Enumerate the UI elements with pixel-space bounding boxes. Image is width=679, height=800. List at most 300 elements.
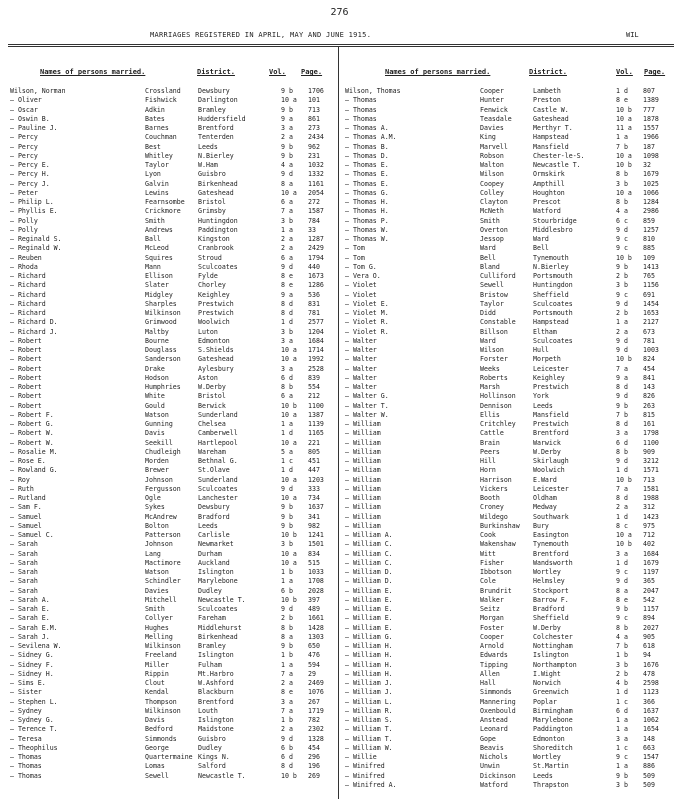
spouse-surname: Hunter (480, 96, 504, 105)
person-name: — Robert W. (10, 438, 54, 447)
spouse-surname: Bristow (480, 290, 508, 299)
person-name: — William H. (345, 669, 393, 678)
district: Stourbridge (533, 216, 577, 225)
header-page: Page. (301, 68, 323, 76)
page-ref: 1066 (643, 188, 659, 197)
district: W.Ham (198, 161, 218, 169)
volume: 3 b (281, 216, 293, 225)
page-ref: 451 (308, 457, 320, 465)
volume: 10 a (616, 531, 632, 539)
header-rule-double (8, 46, 674, 47)
person-name: — Sarah (10, 586, 38, 595)
spouse-surname: Ward (480, 336, 496, 345)
district: Ampthill (533, 179, 565, 188)
volume: 2 a (616, 503, 628, 512)
page-ref: 312 (643, 503, 655, 512)
spouse-surname: Lyon (145, 170, 161, 179)
volume: 4 b (616, 679, 628, 687)
volume: 10 b (281, 771, 297, 780)
header-vol: Vol. (269, 68, 286, 76)
person-name: — William (345, 438, 381, 447)
page-ref: 975 (643, 521, 655, 530)
page-ref: 397 (308, 595, 320, 604)
district: Dewsbury (198, 87, 230, 95)
volume: 3 a (616, 429, 628, 438)
person-name: — Robert (10, 364, 42, 373)
district: W.Derby (198, 383, 226, 391)
person-name: — Robert (10, 392, 42, 401)
spouse-surname: Seitz (480, 605, 500, 613)
district: Tynemouth (533, 540, 569, 549)
district: Kings N. (198, 753, 230, 761)
volume: 6 d (616, 438, 628, 447)
district: Paddington (198, 225, 238, 234)
district: Edmonton (533, 734, 565, 743)
volume: 9 b (616, 605, 628, 613)
district: Warwick (533, 438, 561, 447)
person-name: — Sidney H. (10, 669, 54, 678)
district: Bradford (198, 512, 230, 521)
volume: 9 d (616, 392, 628, 401)
district: Bristol (198, 392, 226, 401)
district: Aylesbury (198, 364, 234, 373)
district: Sheffield (533, 290, 569, 299)
volume: 10 a (281, 558, 297, 567)
page-ref: 1003 (643, 346, 659, 354)
district: Oldham (533, 494, 557, 502)
district: W.Derby (533, 447, 561, 456)
person-name: — William E. (345, 595, 393, 604)
spouse-surname: Sewell (145, 771, 169, 780)
volume: 9 c (616, 290, 628, 299)
spouse-surname: McAndrew (145, 512, 177, 521)
volume: 3 b (616, 281, 628, 290)
district: Bramley (198, 642, 226, 650)
district: Brentford (198, 124, 234, 132)
page-ref: 94 (643, 651, 651, 660)
header-district: District. (529, 68, 567, 76)
spouse-surname: Whitley (145, 151, 173, 160)
page-ref: 909 (643, 447, 655, 456)
page-ref: 841 (643, 373, 655, 382)
page-ref: 1637 (643, 706, 659, 715)
page-ref: 839 (308, 373, 320, 382)
volume: 6 b (281, 586, 293, 595)
page-ref: 263 (643, 401, 655, 410)
district: Hartlepool (198, 438, 238, 447)
district: Bethnal G. (198, 457, 238, 465)
district: Marylebone (533, 716, 573, 724)
page-ref: 713 (308, 105, 320, 114)
page-ref: 333 (308, 484, 320, 493)
person-name: — William E. (345, 586, 393, 595)
volume: 1 d (281, 466, 293, 475)
district: Fulham (198, 660, 222, 669)
person-name: — Robert (10, 383, 42, 391)
page-ref: 509 (643, 771, 655, 780)
spouse-surname: Galvin (145, 179, 169, 188)
volume: 1 b (281, 716, 293, 724)
district: Birmingham (533, 706, 573, 715)
spouse-surname: Sykes (145, 503, 165, 512)
volume: 10 a (281, 494, 297, 502)
person-name: — Rhoda (10, 262, 38, 271)
person-name: — Sidney G. (10, 651, 54, 660)
spouse-surname: Leonard (480, 725, 508, 734)
page-ref: 1428 (308, 623, 324, 632)
person-name: — Winifred (345, 762, 385, 771)
volume: 8 a (616, 586, 628, 595)
volume: 10 a (616, 188, 632, 197)
page-ref: 447 (308, 466, 320, 475)
page-ref: 231 (308, 151, 320, 160)
volume: 9 d (616, 299, 628, 308)
person-name: — William C. (345, 558, 393, 567)
volume: 9 c (616, 753, 628, 761)
district: Brentford (533, 429, 569, 438)
volume: 7 b (616, 642, 628, 650)
district: Chorley (198, 281, 226, 290)
spouse-surname: Bedford (145, 725, 173, 734)
district: Leeds (198, 142, 218, 151)
page-ref: 885 (643, 244, 655, 253)
district: Easington (533, 531, 569, 539)
district: W.Derby (533, 623, 561, 632)
spouse-surname: Beavis (480, 743, 504, 752)
spouse-surname: Overton (480, 225, 508, 234)
spouse-surname: Douglass (145, 346, 177, 354)
person-name: — Richard (10, 290, 46, 299)
page-ref: 454 (308, 743, 320, 752)
person-name: — William T. (345, 725, 393, 734)
district: Shoreditch (533, 743, 573, 752)
volume: 10 a (281, 438, 297, 447)
district: Gateshead (198, 188, 234, 197)
person-name: — Sevilena W. (10, 642, 62, 650)
page-ref: 859 (643, 216, 655, 225)
district: Bury (533, 521, 549, 530)
district: I.Wight (533, 669, 561, 678)
person-name: — William (345, 447, 381, 456)
volume: 9 b (281, 151, 293, 160)
volume: 8 e (616, 595, 628, 604)
person-name: — William (345, 466, 381, 475)
district: Sculcoates (198, 605, 238, 613)
district: Darlington (198, 96, 238, 105)
page-ref: 32 (643, 161, 651, 169)
person-name: — Robert (10, 336, 42, 345)
person-name: — Vera O. (345, 272, 381, 280)
volume: 10 b (616, 475, 632, 484)
volume: 9 b (281, 642, 293, 650)
person-name: — William L. (345, 697, 393, 706)
entry-row (10, 771, 340, 781)
page-ref: 101 (308, 96, 320, 105)
spouse-surname: Couchman (145, 133, 177, 142)
spouse-surname: Arnold (480, 642, 504, 650)
person-name: — Thomas E. (345, 179, 389, 188)
page-ref: 1653 (643, 309, 659, 317)
person-name: — Percy (10, 133, 38, 142)
page-ref: 212 (308, 392, 320, 401)
person-name: — William E. (345, 605, 393, 613)
district: Paddington (533, 725, 573, 734)
volume: 8 d (616, 383, 628, 391)
district: Camberwell (198, 429, 238, 438)
person-name: — William (345, 420, 381, 428)
volume: 9 a (281, 114, 293, 123)
volume: 3 a (281, 697, 293, 706)
spouse-surname: McLeod (145, 244, 169, 253)
district: Wortley (533, 568, 561, 576)
person-name: — Sarah (10, 540, 38, 549)
spouse-surname: Nichols (480, 753, 508, 761)
district: Sculcoates (533, 299, 573, 308)
district: Thrapston (533, 780, 569, 789)
district: Houghton (533, 188, 565, 197)
page-ref: 1423 (643, 512, 659, 521)
spouse-surname: Booth (480, 494, 500, 502)
district: Norwich (533, 679, 561, 687)
person-name: — Sam F. (10, 503, 42, 512)
volume: 6 c (616, 216, 628, 225)
person-name: — Reuben (10, 253, 42, 262)
page-ref: 402 (643, 540, 655, 549)
volume: 7 a (616, 364, 628, 373)
page-ref: 1719 (308, 706, 324, 715)
person-name: — Percy H. (10, 170, 50, 179)
spouse-surname: Best (145, 142, 161, 151)
spouse-surname: King (480, 133, 496, 142)
page-ref: 1156 (643, 281, 659, 290)
district: Newmarket (198, 540, 234, 549)
page-ref: 905 (643, 632, 655, 641)
district: Bell (533, 244, 549, 253)
spouse-surname: Bell (480, 253, 496, 262)
district: Wareham (198, 447, 226, 456)
district: Stroud (198, 253, 222, 262)
spouse-surname: Crickmore (145, 207, 181, 216)
person-name: — Walter G. (345, 392, 389, 401)
page-ref: 489 (308, 605, 320, 613)
page-ref: 1708 (308, 577, 324, 586)
person-name: — Oliver (10, 96, 42, 105)
district: Auckland (198, 558, 230, 567)
person-name: — Robert F. (10, 410, 54, 419)
volume: 2 a (281, 244, 293, 253)
district: Watford (533, 207, 561, 216)
district: Maidstone (198, 725, 234, 734)
volume: 10 a (281, 346, 297, 354)
district: Helmsley (533, 577, 565, 586)
page-ref: 1100 (643, 438, 659, 447)
page-ref: 1679 (643, 170, 659, 179)
volume: 1 a (616, 133, 628, 142)
page-ref: 1139 (308, 420, 324, 428)
district: Keighley (198, 290, 230, 299)
volume: 8 a (281, 632, 293, 641)
district: Bramley (198, 105, 226, 114)
district: St.Olave (198, 466, 230, 475)
spouse-surname: Ogle (145, 494, 161, 502)
person-name: — Sidney F. (10, 660, 54, 669)
district: S.Shields (198, 346, 234, 354)
volume: 6 d (616, 706, 628, 715)
page-ref: 1033 (308, 568, 324, 576)
page-ref: 894 (643, 614, 655, 623)
spouse-surname: Jessop (480, 235, 504, 243)
page-ref: 1157 (643, 605, 659, 613)
header-vol: Vol. (616, 68, 633, 76)
volume: 10 b (616, 355, 632, 364)
person-name: Wilson, Thomas (345, 87, 401, 95)
district: Hull (533, 346, 549, 354)
person-name: — Thomas (345, 105, 377, 114)
person-name: — Violet (345, 290, 377, 299)
person-name: — Samuel C. (10, 531, 54, 539)
district: Barrow F. (533, 595, 569, 604)
page-ref: 1332 (308, 170, 324, 179)
person-name: — William E. (345, 614, 393, 623)
page-ref: 2528 (308, 364, 324, 373)
volume: 3 b (616, 660, 628, 669)
page-ref: 365 (643, 577, 655, 586)
district: Chelsea (198, 420, 226, 428)
page-ref: 1684 (308, 336, 324, 345)
volume: 1 d (616, 87, 628, 95)
person-name: — William A. (345, 531, 393, 539)
page-ref: 650 (308, 642, 320, 650)
person-name: — William (345, 512, 381, 521)
spouse-surname: Barnes (145, 124, 169, 132)
district: Hampstead (533, 318, 569, 327)
page-ref: 221 (308, 438, 320, 447)
page-ref: 1413 (643, 262, 659, 271)
volume: 6 d (281, 373, 293, 382)
district: Cranbrook (198, 244, 234, 253)
district: Islington (533, 651, 569, 660)
district: Dewsbury (198, 503, 230, 512)
person-name: — Percy J. (10, 179, 50, 188)
person-name: — Walter (345, 355, 377, 364)
person-name: — Richard (10, 272, 46, 280)
spouse-surname: Cook (480, 531, 496, 539)
spouse-surname: Lomas (145, 762, 165, 771)
person-name: — Walter W. (345, 410, 389, 419)
page-ref: 1501 (308, 540, 324, 549)
person-name: — Thomas H. (345, 198, 389, 206)
spouse-surname: Wakenshaw (480, 540, 516, 549)
volume: 1 d (616, 512, 628, 521)
volume: 8 b (616, 170, 628, 179)
page-ref: 1547 (643, 753, 659, 761)
district: N.Bierley (198, 151, 234, 160)
volume: 9 c (616, 568, 628, 576)
person-name: — Robert (10, 355, 42, 364)
district: Middlesbro (533, 225, 573, 234)
spouse-surname: Bolton (145, 521, 169, 530)
volume: 10 b (281, 401, 297, 410)
person-name: Wilson, Norman (10, 87, 66, 95)
district: Fareham (198, 614, 226, 623)
person-name: — Sister (10, 688, 42, 697)
district: Medway (533, 503, 557, 512)
spouse-surname: Ward (480, 244, 496, 253)
spouse-surname: Burkinshaw (480, 521, 520, 530)
volume: 9 b (281, 521, 293, 530)
person-name: — Richard (10, 281, 46, 290)
spouse-surname: Wilson (480, 346, 504, 354)
person-name: — William H. (345, 642, 393, 650)
volume: 9 d (281, 262, 293, 271)
volume: 3 b (616, 179, 628, 188)
page-ref: 1988 (643, 494, 659, 502)
spouse-surname: Hill (480, 457, 496, 465)
spouse-surname: Watson (145, 568, 169, 576)
person-name: — Polly (10, 216, 38, 225)
person-name: — Rose E. (10, 457, 46, 465)
volume: 8 d (616, 494, 628, 502)
person-name: — William D. (345, 577, 393, 586)
volume: 9 b (281, 142, 293, 151)
spouse-surname: Hollinson (480, 392, 516, 401)
district: Hampstead (533, 133, 569, 142)
page-ref: 33 (308, 225, 316, 234)
spouse-surname: Fenwick (480, 105, 508, 114)
page-ref: 777 (643, 105, 655, 114)
volume: 1 a (616, 725, 628, 734)
spouse-surname: Marsh (480, 383, 500, 391)
district: Mansfield (533, 410, 569, 419)
district: Tynemouth (533, 253, 569, 262)
person-name: — Thomas (10, 762, 42, 771)
volume: 8 b (616, 198, 628, 206)
spouse-surname: Squires (145, 253, 173, 262)
spouse-surname: Kendal (145, 688, 169, 697)
person-name: — Theophilus (10, 743, 58, 752)
district: Newcastle T. (198, 771, 246, 780)
spouse-surname: Hughes (145, 623, 169, 632)
spouse-surname: Maltby (145, 327, 169, 336)
district: Prestwich (198, 309, 234, 317)
page-ref: 810 (643, 235, 655, 243)
volume: 9 b (281, 105, 293, 114)
person-name: — Sarah E. (10, 605, 50, 613)
spouse-surname: Didd (480, 309, 496, 317)
volume: 1 d (281, 318, 293, 327)
volume: 9 b (281, 512, 293, 521)
page-ref: 2054 (308, 188, 324, 197)
district: Colchester (533, 632, 573, 641)
district: Keighley (533, 373, 565, 382)
header-page: Page. (644, 68, 666, 76)
volume: 6 d (281, 753, 293, 761)
page-ref: 2127 (643, 318, 659, 327)
volume: 10 a (281, 96, 297, 105)
district: Islington (198, 716, 234, 724)
district: Morpeth (533, 355, 561, 364)
page-ref: 815 (643, 410, 655, 419)
person-name: — Walter (345, 364, 377, 373)
page-ref: 834 (308, 549, 320, 558)
district: Nottingham (533, 642, 573, 650)
volume: 1 c (616, 743, 628, 752)
spouse-surname: Watson (145, 410, 169, 419)
page-ref: 1387 (308, 410, 324, 419)
spouse-surname: Clout (145, 679, 165, 687)
page-ref: 1203 (308, 475, 324, 484)
person-name: — Percy (10, 151, 38, 160)
